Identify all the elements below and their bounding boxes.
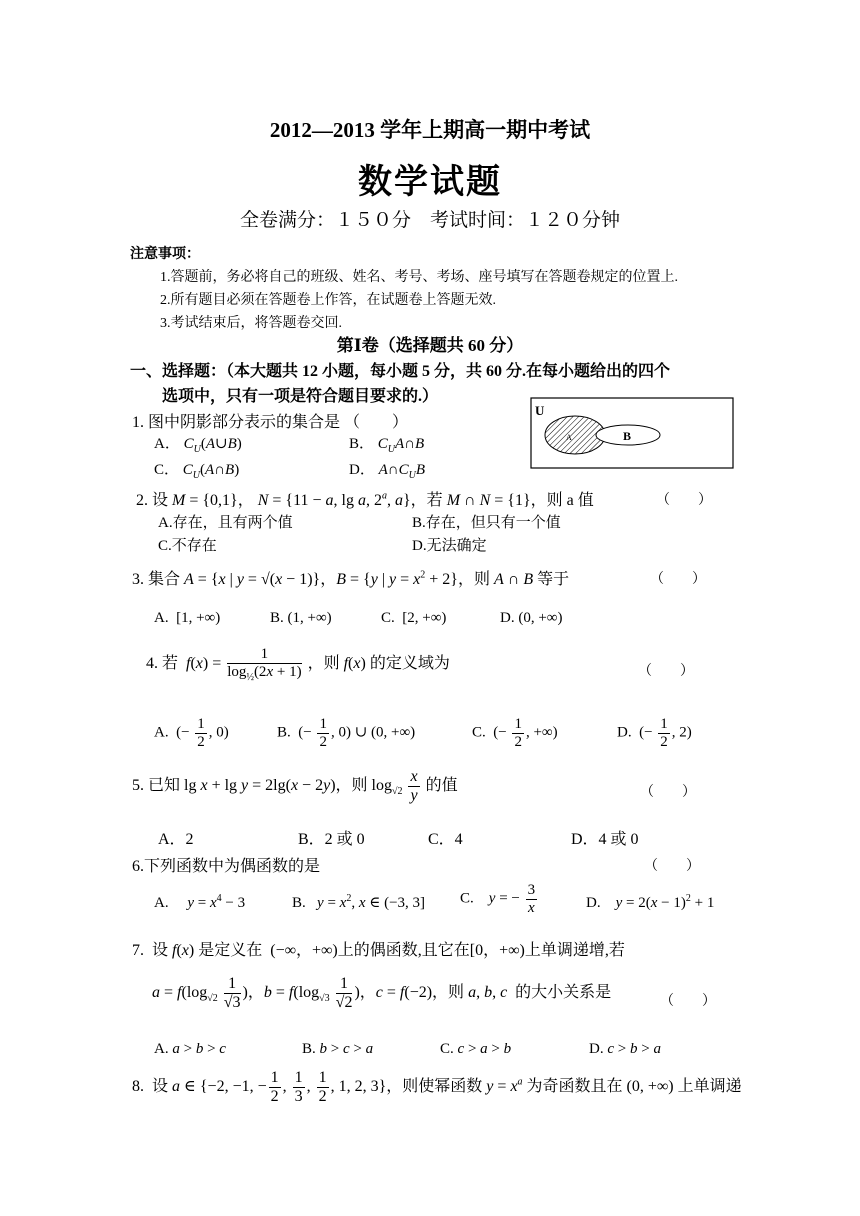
notice-heading: 注意事项：: [130, 247, 200, 262]
question-5-option-b: B．2 或 0: [298, 831, 365, 848]
question-6-option-a: A. $y = x^4 - 3$: [154, 893, 246, 911]
question-2-option-c: C.不存在: [158, 538, 217, 554]
question-7-values: $a = f(\log_{√2}$ $\frac{1}{√3}$ )，$b = f(\log_{√3}$ $\frac{1}{√2}$ )，c = f(−2)，则 a, b, c 的大小关系是: [152, 975, 612, 1011]
question-5-answer-paren: （ ）: [640, 785, 696, 800]
question-4-option-c: C. (− $\frac{1}{2}$ , +∞): [472, 716, 558, 750]
question-6-option-d: D. $y = 2(x - 1)^2 + 1$: [586, 893, 715, 911]
question-3-stem: 3. 集合 A = {x | y = √(x − 1)}，B = {y | $y = x^2 + 2$}，则 A ∩ B 等于: [132, 569, 570, 588]
question-1-option-d: D． $A\cap C_UB$: [349, 462, 426, 481]
section-heading-line2: 选项中，只有一项是符合题目要求的.）: [162, 388, 439, 405]
exam-subject-title: 数学试题: [358, 164, 502, 201]
question-5-option-c: C．4: [428, 831, 463, 848]
question-1-option-c: C． $C_U(A\cap B)$: [154, 462, 240, 481]
venn-diagram: [530, 397, 734, 469]
question-3-option-b: B. (1, +∞): [270, 610, 332, 626]
question-7-answer-paren: （ ）: [660, 994, 716, 1009]
notice-item: 1.答题前，务必将自己的班级、姓名、考号、考场、座号填写在答题卷规定的位置上.: [160, 270, 678, 285]
question-4-stem: 4. 若 f(x) = $\frac{1}{\log_{\frac{1}{2}}(2x + 1)}$ ，则 f(x) 的定义域为: [146, 646, 450, 683]
question-5-option-d: D．4 或 0: [571, 831, 639, 848]
question-7-option-a: A. a > b > c: [154, 1041, 226, 1057]
venn-label-u: U: [535, 403, 545, 418]
exam-header-title: 2012—2013 学年上期高一期中考试: [269, 118, 591, 142]
notice-item: 3.考试结束后，将答题卷交回.: [160, 316, 342, 331]
question-4-fraction: $\frac{1}{\log_{\frac{1}{2}}(2x + 1)}$: [227, 646, 302, 683]
question-1-option-a: A． $C_U(A\cup B)$: [154, 436, 242, 455]
question-6-answer-paren: （ ）: [644, 859, 700, 874]
question-5-fraction: $\frac{x}{y}$: [410, 768, 418, 804]
question-2-option-d: D.无法确定: [412, 538, 487, 554]
question-4-option-d: D. (− $\frac{1}{2}$ , 2): [617, 716, 692, 750]
question-6-option-c: C. y = − $\frac{3}{x}$: [460, 882, 536, 916]
question-5-option-a: A．2: [158, 831, 194, 848]
question-7-stem: 7. 设 f(x) 是定义在 (−∞，+∞)上的偶函数,且它在[0，+∞)上单调递增,若: [132, 942, 625, 959]
question-2-stem: 2. 设 M = {0,1}， N = {11 − a, lg a, 2$^a$, a}，若 M ∩ N = {1}，则 a 值: [136, 490, 594, 509]
part-title: 第Ⅰ卷（选择题共 60 分）: [336, 336, 524, 355]
question-3-option-a: A. [1, +∞): [154, 610, 221, 626]
section-heading-line1: 一、选择题：（本大题共 12 小题，每小题 5 分，共 60 分.在每小题给出的四个: [130, 363, 671, 380]
venn-label-b: B: [623, 429, 632, 443]
notice-item: 2.所有题目必须在答题卷上作答，在试题卷上答题无效.: [160, 293, 496, 308]
exam-meta: 全卷满分：１５０分 考试时间：１２０分钟: [239, 210, 620, 231]
question-2-prefix: 2. 设: [136, 492, 169, 509]
question-3-answer-paren: （ ）: [650, 572, 706, 587]
question-2-answer-paren: （ ）: [656, 493, 712, 508]
question-2-option-b: B.存在，但只有一个值: [412, 515, 561, 531]
question-8-stem: 8. 设 a ∈ {−2, −1, − $\frac{1}{2}$ , $\frac{1}{3}$ , $\frac{1}{2}$ , 1, 2, 3}，则使幂函数 $y = x^a$ 为奇函数且在 (0, +∞) 上单调递: [132, 1069, 742, 1105]
question-7-option-c: C. c > a > b: [440, 1041, 512, 1057]
question-2-option-a: A.存在，且有两个值: [158, 515, 293, 531]
question-4-answer-paren: （ ）: [638, 664, 694, 679]
question-4-option-b: B. (− $\frac{1}{2}$ , 0) ∪ (0, +∞): [277, 716, 416, 750]
question-2-tail: ，则 a 值: [530, 492, 594, 509]
question-7-option-d: D. c > b > a: [589, 1041, 661, 1057]
question-1-option-b: B． $C_UA\cap B$: [349, 436, 425, 455]
question-5-stem: 5. 已知 lg x + lg y = 2lg(x − 2y)，则 $\log_{√2}$ $\frac{x}{y}$ 的值: [132, 768, 458, 804]
venn-label-a: A: [566, 433, 572, 442]
question-3-option-d: D. (0, +∞): [500, 610, 563, 626]
question-1-stem: 1. 图中阴影部分表示的集合是 （ ）: [132, 414, 409, 431]
question-7-option-b: B. b > c > a: [302, 1041, 374, 1057]
question-6-stem: 6.下列函数中为偶函数的是: [132, 858, 321, 875]
question-4-option-a: A. (− $\frac{1}{2}$ , 0): [154, 716, 229, 750]
question-3-option-c: C. [2, +∞): [381, 610, 447, 626]
question-6-option-b: B. $y = x^2$, x ∈ (−3, 3]: [292, 893, 426, 911]
